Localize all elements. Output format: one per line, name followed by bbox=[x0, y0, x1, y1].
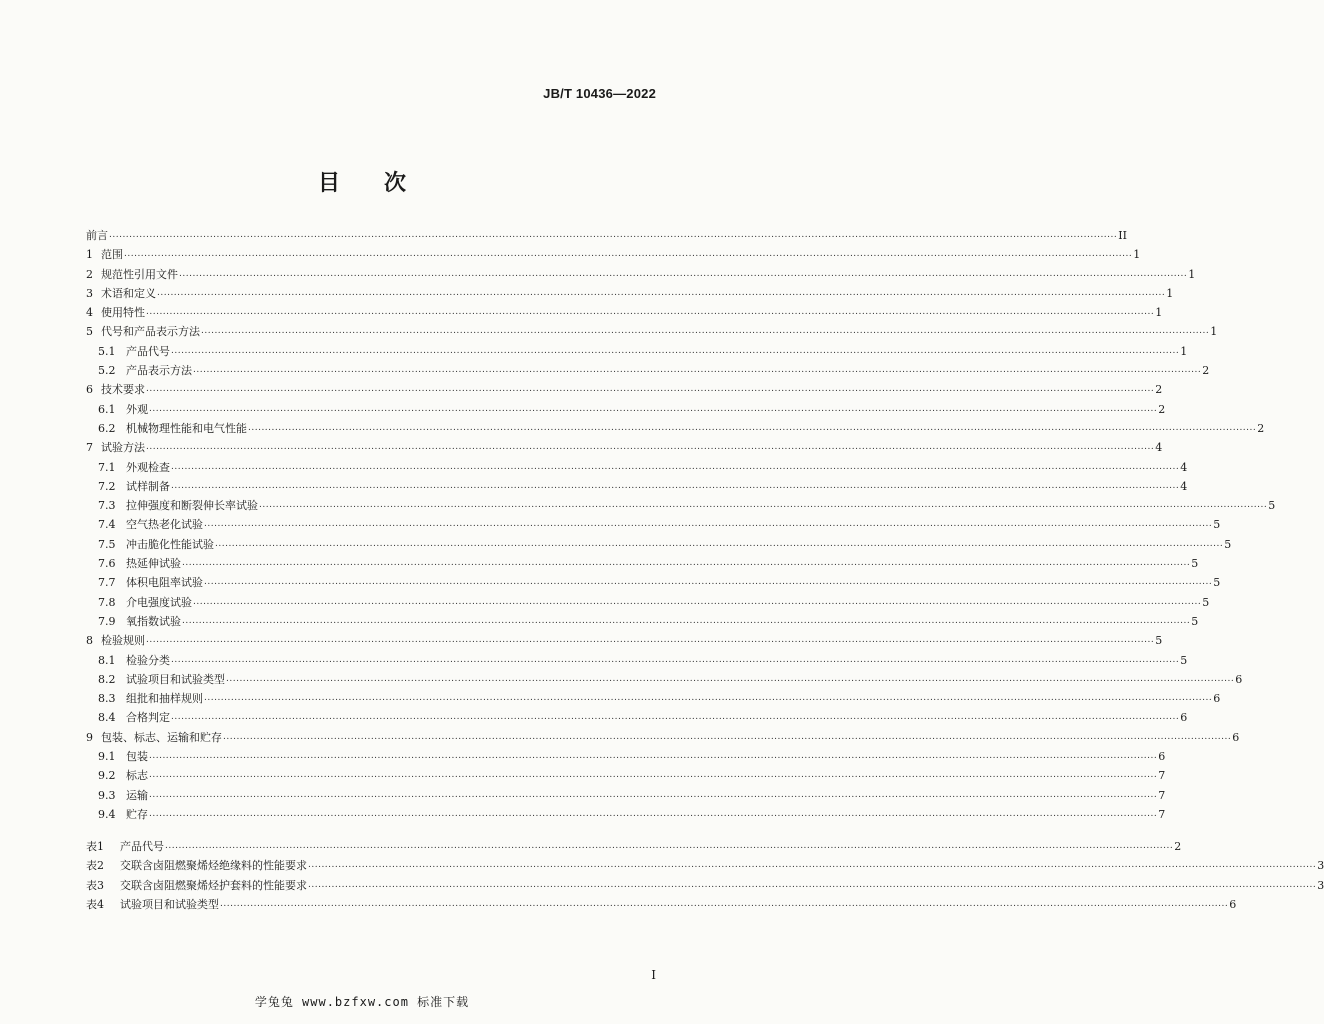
entry-page: 2 bbox=[1174, 840, 1182, 853]
entry-label: 机械物理性能和电气性能 bbox=[126, 421, 247, 435]
entry-label: 检验分类 bbox=[126, 653, 170, 667]
toc-entry[interactable] bbox=[86, 226, 1127, 245]
table-entry[interactable] bbox=[86, 895, 1237, 914]
entry-number: 9.2 bbox=[98, 769, 116, 783]
entry-number: 1 bbox=[86, 248, 93, 262]
entry-label: 空气热老化试验 bbox=[126, 518, 203, 532]
toc-entry[interactable] bbox=[86, 303, 1163, 322]
entry-label: 介电强度试验 bbox=[126, 595, 192, 609]
toc-entry[interactable] bbox=[86, 747, 1166, 766]
entry-label: 术语和定义 bbox=[101, 286, 156, 300]
entry-page: 1 bbox=[1210, 325, 1218, 339]
toc-entry[interactable] bbox=[86, 689, 1221, 708]
entry-label: 标志 bbox=[126, 769, 148, 783]
entry-number: 9 bbox=[86, 730, 93, 744]
toc-entry[interactable] bbox=[86, 245, 1141, 264]
entry-page: 7 bbox=[1158, 807, 1166, 821]
dot-leader: ............................................................................................................................................................................................................................................................................................................ bbox=[146, 442, 1155, 453]
entry-number: 5.1 bbox=[98, 344, 116, 358]
entry-page: 5 bbox=[1155, 634, 1163, 648]
entry-label: 规范性引用文件 bbox=[101, 267, 178, 281]
entry-page: 6 bbox=[1232, 730, 1240, 744]
entry-page: 7 bbox=[1158, 769, 1166, 783]
entry-number: 6.1 bbox=[98, 402, 116, 416]
entry-label: 拉伸强度和断裂伸长率试验 bbox=[126, 499, 258, 513]
dot-leader: ............................................................................................................................................................................................................................................................................................................ bbox=[193, 596, 1202, 607]
entry-label: 合格判定 bbox=[126, 711, 170, 725]
dot-leader: ............................................................................................................................................................................................................................................................................................................ bbox=[149, 403, 1158, 414]
entry-label: 外观检查 bbox=[126, 460, 170, 474]
entry-page: 5 bbox=[1213, 518, 1221, 532]
toc-entry[interactable] bbox=[86, 631, 1163, 650]
entry-page: 5 bbox=[1202, 595, 1210, 609]
entry-page: 2 bbox=[1158, 402, 1166, 416]
entry-page: 5 bbox=[1213, 576, 1221, 590]
toc-entry[interactable] bbox=[86, 438, 1163, 457]
toc-entry[interactable] bbox=[86, 651, 1188, 670]
toc-entry[interactable] bbox=[86, 766, 1166, 785]
entry-number: 表3 bbox=[86, 878, 104, 892]
entry-number: 7.4 bbox=[98, 518, 116, 532]
dot-leader: ............................................................................................................................................................................................................................................................................................................ bbox=[215, 538, 1224, 549]
toc-entry[interactable] bbox=[86, 380, 1163, 399]
toc-entry[interactable] bbox=[86, 728, 1240, 747]
entry-label: 交联含卤阻燃聚烯烃绝缘料的性能要求 bbox=[120, 859, 307, 873]
entry-label: 技术要求 bbox=[101, 383, 145, 397]
toc-entry[interactable] bbox=[86, 535, 1232, 554]
entry-label: 组批和抽样规则 bbox=[126, 692, 203, 706]
table-entry[interactable] bbox=[86, 837, 1182, 856]
dot-leader: ............................................................................................................................................................................................................................................................................................................ bbox=[171, 654, 1180, 665]
entry-label: 热延伸试验 bbox=[126, 557, 181, 571]
toc-entry[interactable] bbox=[86, 670, 1243, 689]
entry-label: 体积电阻率试验 bbox=[126, 576, 203, 590]
entry-label: 包装 bbox=[126, 750, 148, 764]
entry-label: 试样制备 bbox=[126, 479, 170, 493]
entry-page: 6 bbox=[1213, 692, 1221, 706]
entry-number: 8.2 bbox=[98, 672, 116, 686]
entry-label: 外观 bbox=[126, 402, 148, 416]
toc-entry[interactable] bbox=[86, 361, 1210, 380]
dot-leader: ............................................................................................................................................................................................................................................................................................................ bbox=[223, 731, 1232, 742]
entry-label: 检验规则 bbox=[101, 634, 145, 648]
entry-page: 6 bbox=[1229, 897, 1237, 911]
list-of-tables bbox=[86, 837, 1324, 914]
entry-number: 7.5 bbox=[98, 537, 116, 551]
entry-page: 1 bbox=[1188, 267, 1196, 281]
toc-entry[interactable] bbox=[86, 593, 1210, 612]
toc-entry[interactable] bbox=[86, 265, 1196, 284]
dot-leader: ............................................................................................................................................................................................................................................................................................................ bbox=[182, 615, 1191, 626]
entry-page: 1 bbox=[1180, 344, 1188, 358]
entry-number: 8 bbox=[86, 634, 93, 648]
entry-number: 表4 bbox=[86, 897, 104, 911]
dot-leader: ............................................................................................................................................................................................................................................................................................................ bbox=[179, 268, 1188, 279]
entry-number: 7.1 bbox=[98, 460, 116, 474]
entry-number: 5.2 bbox=[98, 364, 116, 378]
toc-entry[interactable] bbox=[86, 805, 1166, 824]
dot-leader: ............................................................................................................................................................................................................................................................................................................ bbox=[124, 249, 1133, 260]
toc-entry[interactable] bbox=[86, 458, 1188, 477]
entry-label: 包装、标志、运输和贮存 bbox=[101, 730, 222, 744]
entry-label: 试验项目和试验类型 bbox=[126, 672, 225, 686]
table-of-contents bbox=[86, 226, 1276, 824]
dot-leader: ............................................................................................................................................................................................................................................................................................................ bbox=[248, 422, 1257, 433]
entry-number: 6 bbox=[86, 383, 93, 397]
dot-leader: ............................................................................................................................................................................................................................................................................................................ bbox=[165, 841, 1174, 851]
entry-page: 4 bbox=[1180, 479, 1188, 493]
toc-entry[interactable] bbox=[86, 419, 1265, 438]
dot-leader: ............................................................................................................................................................................................................................................................................................................ bbox=[201, 326, 1210, 337]
page-number: I bbox=[651, 968, 656, 982]
entry-page: 2 bbox=[1155, 383, 1163, 397]
dot-leader: ............................................................................................................................................................................................................................................................................................................ bbox=[259, 500, 1268, 511]
entry-page: 2 bbox=[1202, 364, 1210, 378]
entry-label: 产品代号 bbox=[120, 840, 164, 853]
toc-entry[interactable] bbox=[86, 554, 1199, 573]
entry-number: 9.1 bbox=[98, 750, 116, 764]
dot-leader: ............................................................................................................................................................................................................................................................................................................ bbox=[193, 365, 1202, 376]
entry-label: 冲击脆化性能试验 bbox=[126, 537, 214, 551]
entry-number: 7.3 bbox=[98, 499, 116, 513]
entry-number: 7.6 bbox=[98, 557, 116, 571]
entry-number: 7.9 bbox=[98, 614, 116, 628]
entry-number: 8.1 bbox=[98, 653, 116, 667]
entry-label: 贮存 bbox=[126, 807, 148, 821]
dot-leader: ............................................................................................................................................................................................................................................................................................................ bbox=[204, 693, 1213, 704]
toc-entry[interactable] bbox=[86, 786, 1166, 805]
dot-leader: ............................................................................................................................................................................................................................................................................................................ bbox=[149, 751, 1158, 762]
table-entry[interactable] bbox=[86, 876, 1324, 895]
dot-leader: ............................................................................................................................................................................................................................................................................................................ bbox=[226, 673, 1235, 684]
dot-leader: ............................................................................................................................................................................................................................................................................................................ bbox=[146, 307, 1155, 318]
entry-label: 交联含卤阻燃聚烯烃护套料的性能要求 bbox=[120, 878, 307, 892]
toc-entry[interactable] bbox=[86, 342, 1188, 361]
toc-entry[interactable] bbox=[86, 612, 1199, 631]
dot-leader: ............................................................................................................................................................................................................................................................................................................ bbox=[308, 879, 1317, 890]
toc-entry[interactable] bbox=[86, 573, 1221, 592]
entry-number: 8.3 bbox=[98, 692, 116, 706]
entry-number: 7.2 bbox=[98, 479, 116, 493]
entry-page: 2 bbox=[1257, 421, 1265, 435]
entry-page: 3 bbox=[1317, 859, 1324, 873]
entry-number: 8.4 bbox=[98, 711, 116, 725]
standard-code: JB/T 10436—2022 bbox=[543, 86, 656, 101]
entry-page: 5 bbox=[1180, 653, 1188, 667]
toc-entry[interactable] bbox=[86, 515, 1221, 534]
entry-label: 试验项目和试验类型 bbox=[120, 897, 219, 911]
dot-leader: ............................................................................................................................................................................................................................................................................................................ bbox=[146, 635, 1155, 646]
dot-leader: ............................................................................................................................................................................................................................................................................................................ bbox=[308, 860, 1317, 871]
toc-entry[interactable] bbox=[86, 477, 1188, 496]
entry-page: 5 bbox=[1191, 614, 1199, 628]
entry-label: 使用特性 bbox=[101, 306, 145, 320]
dot-leader: ............................................................................................................................................................................................................................................................................................................ bbox=[220, 898, 1229, 909]
toc-entry[interactable] bbox=[86, 496, 1276, 515]
toc-entry[interactable] bbox=[86, 284, 1174, 303]
entry-page: 4 bbox=[1155, 441, 1163, 455]
entry-label: 产品代号 bbox=[126, 344, 170, 358]
entry-page: 5 bbox=[1224, 537, 1232, 551]
dot-leader: ............................................................................................................................................................................................................................................................................................................ bbox=[149, 789, 1158, 800]
entry-number: 4 bbox=[86, 306, 93, 320]
entry-page: 6 bbox=[1158, 750, 1166, 764]
dot-leader: ............................................................................................................................................................................................................................................................................................................ bbox=[149, 808, 1158, 819]
entry-label: 范围 bbox=[101, 248, 123, 262]
entry-page: 3 bbox=[1317, 878, 1324, 892]
toc-entry[interactable] bbox=[86, 322, 1218, 341]
entry-page: 5 bbox=[1268, 499, 1276, 513]
entry-label: 产品表示方法 bbox=[126, 364, 192, 378]
entry-number: 3 bbox=[86, 286, 93, 300]
entry-number: 7.8 bbox=[98, 595, 116, 609]
table-entry[interactable] bbox=[86, 856, 1324, 875]
entry-page: 4 bbox=[1180, 460, 1188, 474]
dot-leader: ............................................................................................................................................................................................................................................................................................................ bbox=[204, 519, 1213, 530]
footer-watermark: 学兔兔 www.bzfxw.com 标准下载 bbox=[254, 995, 470, 1009]
entry-label: 前言 bbox=[86, 229, 108, 242]
entry-page: 6 bbox=[1180, 711, 1188, 725]
entry-number: 9.3 bbox=[98, 788, 116, 802]
entry-page: 1 bbox=[1155, 306, 1163, 320]
entry-page: 5 bbox=[1191, 557, 1199, 571]
dot-leader: ............................................................................................................................................................................................................................................................................................................ bbox=[171, 461, 1180, 472]
dot-leader: ............................................................................................................................................................................................................................................................................................................ bbox=[171, 345, 1180, 356]
page-title: 目 次 bbox=[317, 171, 406, 196]
entry-label: 试验方法 bbox=[101, 441, 145, 455]
dot-leader: ............................................................................................................................................................................................................................................................................................................ bbox=[149, 770, 1158, 781]
entry-number: 表2 bbox=[86, 859, 104, 873]
entry-label: 运输 bbox=[126, 788, 148, 802]
entry-page: II bbox=[1118, 229, 1127, 242]
dot-leader: ............................................................................................................................................................................................................................................................................................................ bbox=[157, 287, 1166, 298]
dot-leader: ............................................................................................................................................................................................................................................................................................................ bbox=[204, 577, 1213, 588]
entry-label: 氧指数试验 bbox=[126, 614, 181, 628]
entry-number: 5 bbox=[86, 325, 93, 339]
entry-page: 6 bbox=[1235, 672, 1243, 686]
toc-entry[interactable] bbox=[86, 708, 1188, 727]
entry-number: 7.7 bbox=[98, 576, 116, 590]
entry-page: 1 bbox=[1133, 248, 1141, 262]
entry-number: 9.4 bbox=[98, 807, 116, 821]
dot-leader: ............................................................................................................................................................................................................................................................................................................ bbox=[109, 230, 1118, 240]
toc-entry[interactable] bbox=[86, 400, 1166, 419]
entry-number: 7 bbox=[86, 441, 93, 455]
entry-number: 表1 bbox=[86, 840, 104, 853]
entry-page: 7 bbox=[1158, 788, 1166, 802]
entry-number: 6.2 bbox=[98, 421, 116, 435]
entry-number: 2 bbox=[86, 267, 93, 281]
dot-leader: ............................................................................................................................................................................................................................................................................................................ bbox=[171, 712, 1180, 723]
entry-page: 1 bbox=[1166, 286, 1174, 300]
dot-leader: ............................................................................................................................................................................................................................................................................................................ bbox=[146, 384, 1155, 395]
entry-label: 代号和产品表示方法 bbox=[101, 325, 200, 339]
dot-leader: ............................................................................................................................................................................................................................................................................................................ bbox=[171, 480, 1180, 491]
dot-leader: ............................................................................................................................................................................................................................................................................................................ bbox=[182, 558, 1191, 569]
